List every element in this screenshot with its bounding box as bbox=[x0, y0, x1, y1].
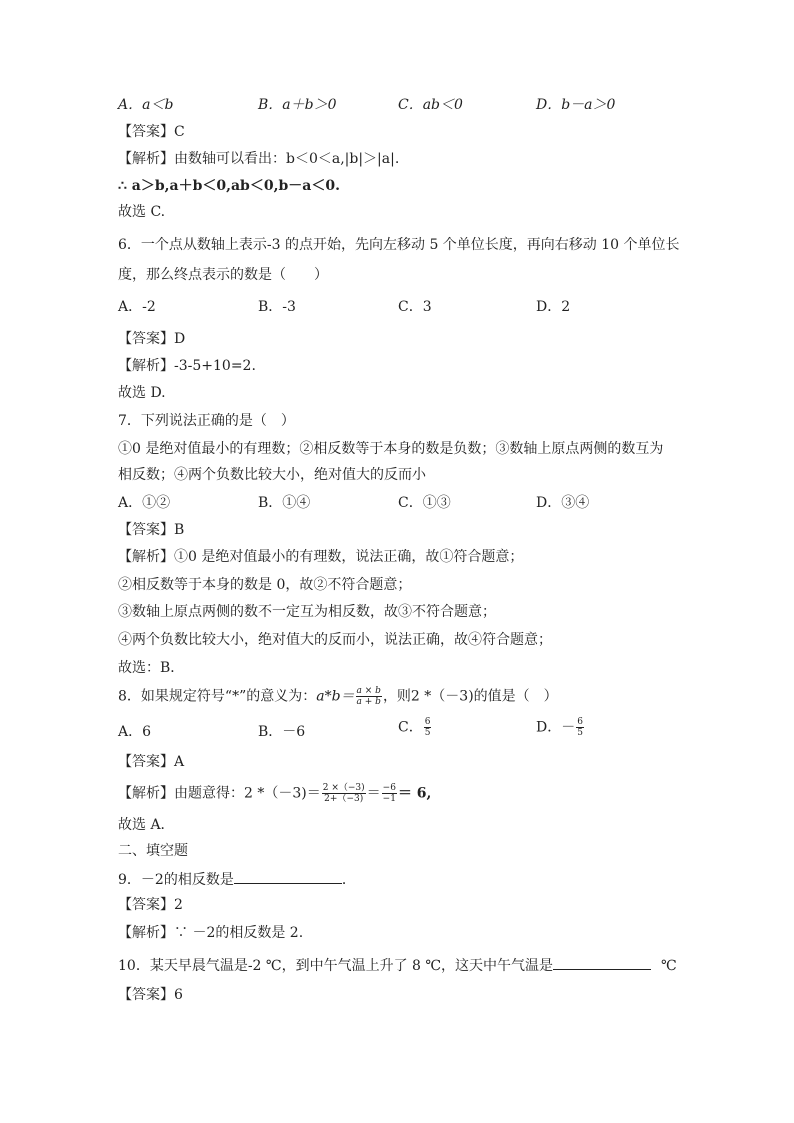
q7-answer: 【答案】B bbox=[118, 522, 185, 538]
q8-definition-numerator: a × b bbox=[356, 686, 381, 696]
q6-choose: 故选 D. bbox=[118, 385, 166, 401]
q10-stem bbox=[118, 955, 677, 975]
q8-answer: 【答案】A bbox=[118, 754, 185, 770]
q10-answer-blank bbox=[553, 955, 651, 970]
q8-stem-prefix: 8．如果规定符号“*”的意义为： bbox=[118, 688, 317, 705]
q7-option-b: B．①④ bbox=[258, 495, 311, 511]
q5-option-a: A．a＜b bbox=[118, 97, 174, 113]
q8-option-c-label: C． bbox=[398, 719, 423, 736]
q8-stem bbox=[118, 686, 558, 707]
q7-choose: 故选：B． bbox=[118, 660, 185, 676]
q8-analysis bbox=[118, 783, 431, 804]
q6-stem-line-2: 度，那么终点表示的数是（ ） bbox=[118, 267, 328, 283]
q10-stem-suffix: ℃ bbox=[661, 958, 677, 974]
q8-analysis-fraction-1-denominator: 2+（−3) bbox=[324, 794, 364, 804]
q8-stem-suffix: ，则2 *（－3)的值是（ ） bbox=[382, 688, 558, 705]
section-heading-fill-in: 二、填空题 bbox=[118, 843, 188, 859]
q9-answer: 【答案】2 bbox=[118, 897, 183, 913]
q6-answer: 【答案】D bbox=[118, 331, 186, 347]
q8-option-d-fraction bbox=[576, 717, 584, 738]
q5-answer: 【答案】C bbox=[118, 124, 185, 140]
q5-therefore: ∴ a＞b,a＋b＜0,ab＜0,b－a＜0. bbox=[118, 178, 340, 194]
q10-answer: 【答案】6 bbox=[118, 987, 183, 1003]
q7-analysis-line-4: ④两个负数比较大小，绝对值大的反而小，说法正确，故④符合题意； bbox=[118, 632, 552, 648]
q6-option-a: A．-2 bbox=[118, 299, 156, 315]
q7-statements-line-1: ①0 是绝对值最小的有理数；②相反数等于本身的数是负数；③数轴上原点两侧的数互为 bbox=[118, 441, 664, 457]
q8-option-c-fraction bbox=[424, 717, 432, 738]
q8-option-d-numerator: 6 bbox=[577, 717, 583, 727]
q8-choose: 故选 A． bbox=[118, 817, 175, 833]
q5-analysis: 【解析】由数轴可以看出：b＜0＜a,|b|＞|a|. bbox=[118, 151, 400, 167]
q7-analysis-line-3: ③数轴上原点两侧的数不一定互为相反数，故③不符合题意； bbox=[118, 604, 496, 620]
q5-option-d: D．b－a＞0 bbox=[536, 97, 616, 113]
q8-definition-denominator: a + b bbox=[356, 697, 381, 707]
q6-option-b: B．-3 bbox=[258, 299, 296, 315]
q9-analysis: 【解析】∵ －2的相反数是 2. bbox=[118, 925, 304, 941]
q8-option-d bbox=[536, 717, 585, 738]
q8-analysis-fraction-1 bbox=[322, 783, 366, 804]
q8-option-b: B．－6 bbox=[258, 724, 306, 740]
q6-analysis: 【解析】-3-5+10=2. bbox=[118, 358, 256, 374]
q5-option-b: B．a＋b＞0 bbox=[258, 97, 337, 113]
q8-analysis-fraction-2-numerator: −6 bbox=[382, 783, 396, 793]
q7-option-d: D．③④ bbox=[536, 495, 590, 511]
q8-definition-fraction bbox=[356, 686, 382, 707]
q8-option-d-denominator: 5 bbox=[577, 728, 583, 738]
q8-definition-lhs: a*b＝ bbox=[316, 688, 355, 705]
q8-option-c-denominator: 5 bbox=[424, 728, 431, 738]
q9-answer-blank bbox=[234, 869, 342, 884]
q7-statements-line-2: 相反数；④两个负数比较大小，绝对值大的反而小 bbox=[118, 467, 426, 483]
q5-option-c: C．ab＜0 bbox=[398, 97, 463, 113]
q8-analysis-equals: ＝ bbox=[366, 785, 381, 802]
q9-stem-prefix: 9．－2的相反数是 bbox=[118, 872, 234, 888]
q7-stem: 7．下列说法正确的是（ ） bbox=[118, 413, 295, 429]
q7-analysis-line-2: ②相反数等于本身的数是 0，故②不符合题意； bbox=[118, 577, 412, 593]
q8-option-d-label: D．－ bbox=[536, 719, 576, 736]
q8-analysis-prefix: 【解析】由题意得：2 *（－3)＝ bbox=[118, 785, 321, 802]
q8-option-c-numerator: 6 bbox=[424, 717, 431, 727]
q7-option-c: C．①③ bbox=[398, 495, 451, 511]
q5-choose: 故选 C. bbox=[118, 204, 166, 220]
q8-option-c bbox=[398, 717, 432, 738]
q8-analysis-fraction-2 bbox=[382, 783, 397, 804]
q8-analysis-result: ＝ 6, bbox=[397, 785, 432, 802]
q6-option-c: C．3 bbox=[398, 299, 432, 315]
q9-stem-suffix: ． bbox=[341, 872, 356, 888]
q9-stem bbox=[118, 869, 356, 889]
q7-option-a: A．①② bbox=[118, 495, 171, 511]
q10-stem-prefix: 10．某天早晨气温是-2 ℃，到中午气温上升了 8 ℃，这天中午气温是 bbox=[118, 958, 554, 974]
q6-stem-line-1: 6．一个点从数轴上表示-3 的点开始，先向左移动 5 个单位长度，再向右移动 10 个单位长 bbox=[118, 237, 680, 253]
q7-analysis-line-1: 【解析】①0 是绝对值最小的有理数，说法正确，故①符合题意； bbox=[118, 549, 524, 565]
q6-option-d: D．2 bbox=[536, 299, 571, 315]
q8-analysis-fraction-2-denominator: −1 bbox=[382, 794, 396, 804]
q8-option-a: A．6 bbox=[118, 724, 152, 740]
q8-analysis-fraction-1-numerator: 2 ×（−3) bbox=[322, 783, 365, 793]
